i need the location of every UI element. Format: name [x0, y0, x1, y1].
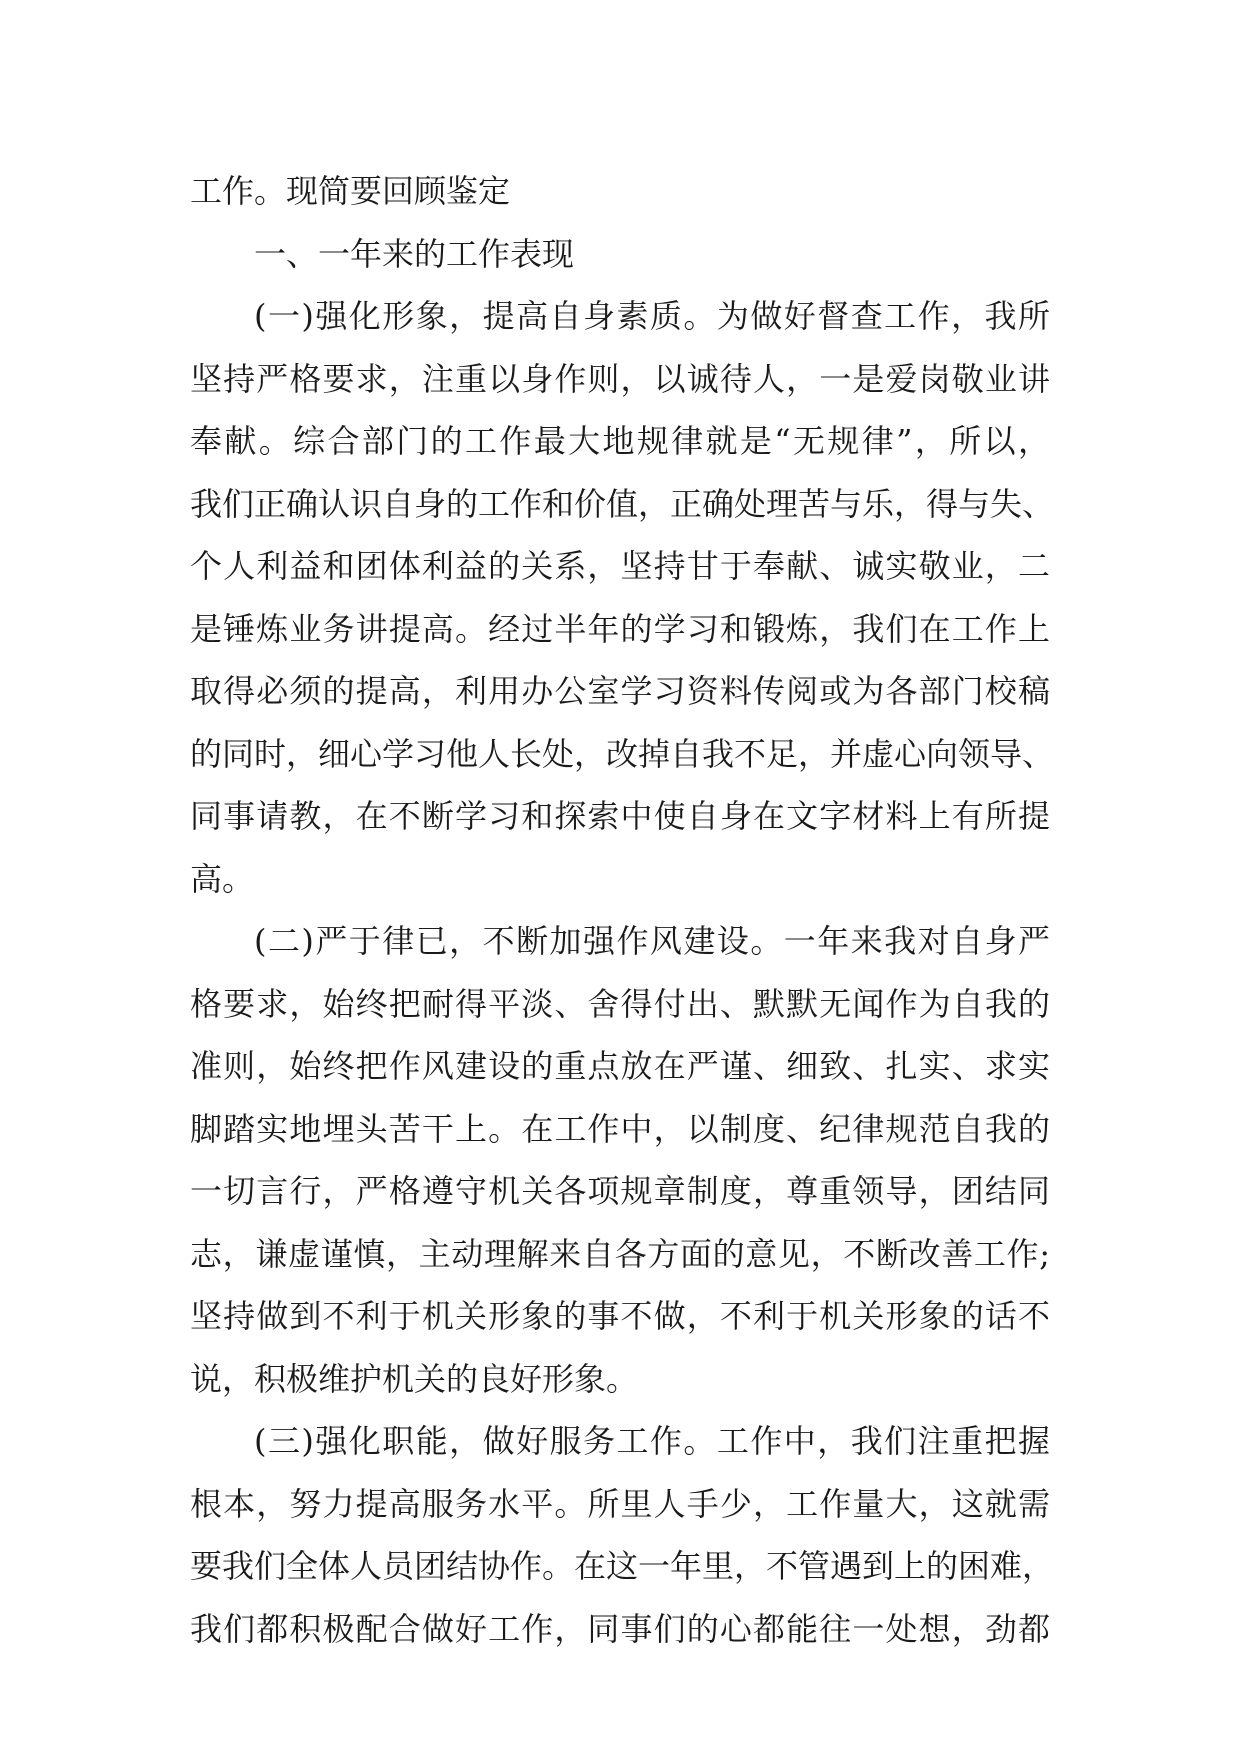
document-page	[190, 160, 1055, 1660]
text-line: (一)强化形象，提高自身素质。为做好督查工作，我所	[254, 297, 1050, 335]
section-heading: 一、一年来的工作表现	[254, 234, 575, 273]
text-line: 准则，始终把作风建设的重点放在严谨、细致、扎实、求实	[190, 1047, 1050, 1085]
text-line: 格要求，始终把耐得平淡、舍得付出、默默无闻作为自我的	[190, 984, 1050, 1023]
text-line: (三)强化职能，做好服务工作。工作中，我们注重把握	[254, 1422, 1050, 1460]
text-line: (二)严于律已，不断加强作风建设。一年来我对自身严	[254, 922, 1050, 960]
text-line: 我们正确认识自身的工作和价值，正确处理苦与乐，得与失、	[190, 484, 1055, 523]
text-line: 的同时，细心学习他人长处，改掉自我不足，并虚心向领导、	[190, 734, 1055, 773]
text-line: 我们都积极配合做好工作，同事们的心都能往一处想，劲都	[190, 1609, 1050, 1648]
text-line: 一切言行，严格遵守机关各项规章制度，尊重领导，团结同	[190, 1172, 1050, 1210]
text-line: 工作。现简要回顾鉴定	[190, 172, 511, 210]
text-line: 坚持做到不利于机关形象的事不做，不利于机关形象的话不	[190, 1297, 1050, 1335]
text-line: 志，谦虚谨慎，主动理解来自各方面的意见，不断改善工作;	[190, 1234, 1050, 1273]
text-line: 说，积极维护机关的良好形象。	[190, 1359, 639, 1398]
text-line: 同事请教，在不断学习和探索中使自身在文字材料上有所提	[190, 797, 1050, 835]
text-line: 奉献。综合部门的工作最大地规律就是“无规律”，所以，	[190, 422, 1050, 460]
text-line: 高。	[190, 859, 255, 898]
text-line: 坚持严格要求，注重以身作则，以诚待人，一是爱岗敬业讲	[190, 359, 1050, 398]
text-line: 脚踏实地埋头苦干上。在工作中，以制度、纪律规范自我的	[190, 1109, 1050, 1148]
text-line: 是锤炼业务讲提高。经过半年的学习和锻炼，我们在工作上	[190, 609, 1050, 648]
text-line: 个人利益和团体利益的关系，坚持甘于奉献、诚实敬业，二	[190, 547, 1050, 585]
text-line: 要我们全体人员团结协作。在这一年里，不管遇到上的困难，	[190, 1547, 1055, 1585]
text-line: 取得必须的提高，利用办公室学习资料传阅或为各部门校稿	[190, 672, 1050, 710]
text-line: 根本，努力提高服务水平。所里人手少，工作量大，这就需	[190, 1484, 1050, 1523]
